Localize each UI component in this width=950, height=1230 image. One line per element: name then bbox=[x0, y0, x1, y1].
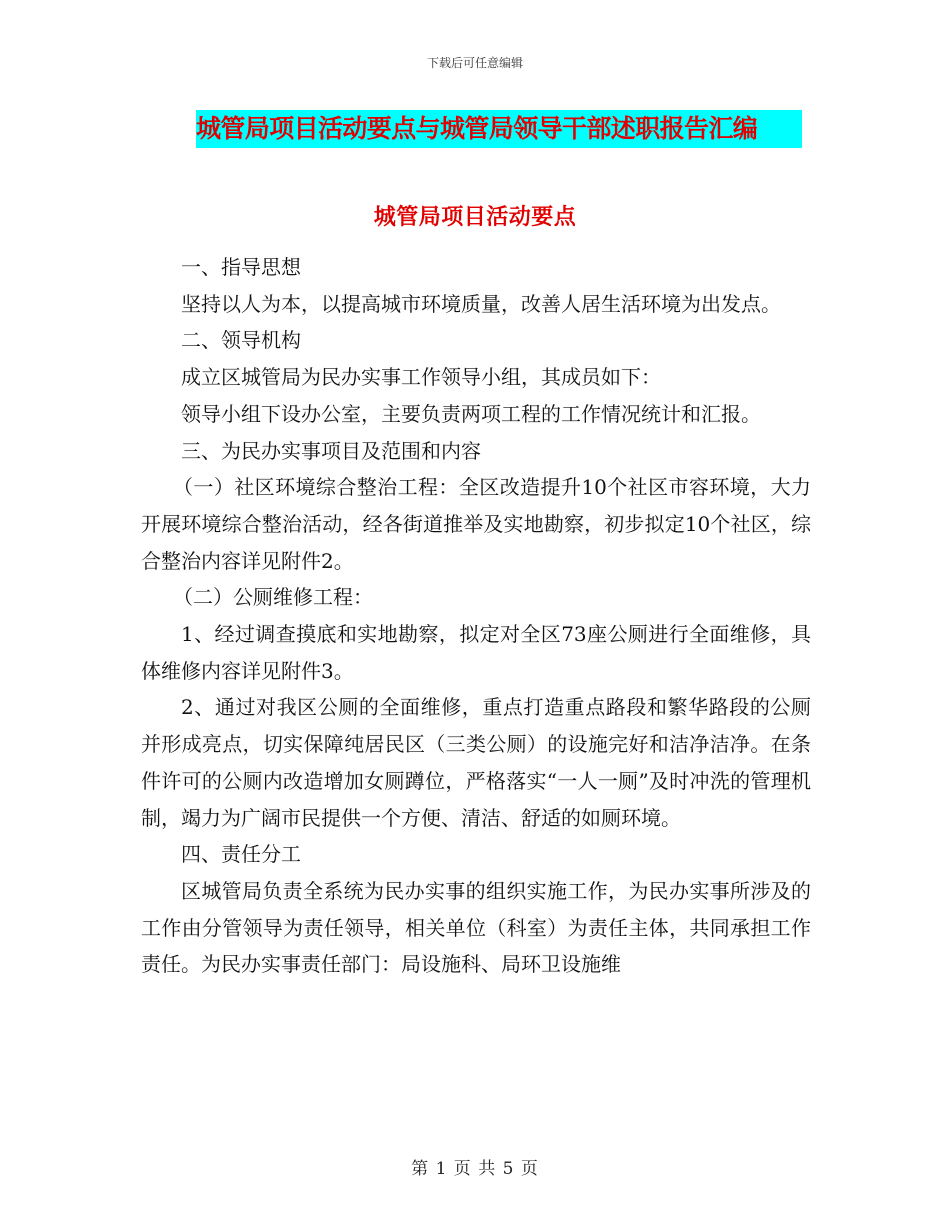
paragraph-toilet-item-2: 2、通过对我区公厕的全面维修，重点打造重点路段和繁华路段的公厕并形成亮点，切实保障纯居民区（三类公厕）的设施完好和洁净洁净。在条件许可的公厕内改造增加女厕蹲位，严格落实“一人一厕”及时冲洗的管理机制，竭力为广阔市民提供一个方便、清洁、舒适的如厕环境。 bbox=[141, 695, 811, 830]
main-title: 城管局项目活动要点与城管局领导干部述职报告汇编 bbox=[196, 114, 758, 143]
page-number-footer: 第 1 页 共 5 页 bbox=[411, 1159, 539, 1179]
header-note: 下载后可任意编辑 bbox=[426, 56, 523, 70]
paragraph-guiding-ideology: 坚持以人为本，以提高城市环境质量，改善人居生活环境为出发点。 bbox=[181, 291, 781, 316]
paragraph-community-project: （一）社区环境综合整治工程：全区改造提升10个社区市容环境，大力开展环境综合整治活动，经各街道推举及实地勘察，初步拟定10个社区，综合整治内容详见附件2。 bbox=[141, 475, 811, 573]
heading-responsibility: 四、责任分工 bbox=[181, 842, 301, 867]
heading-toilet-project: （二）公厕维修工程： bbox=[173, 585, 373, 610]
paragraph-leadership-office: 领导小组下设办公室，主要负责两项工程的工作情况统计和汇报。 bbox=[181, 401, 761, 426]
heading-guiding-ideology: 一、指导思想 bbox=[181, 255, 301, 279]
main-title-highlight bbox=[196, 110, 802, 148]
heading-projects: 三、为民办实事项目及范围和内容 bbox=[181, 438, 481, 463]
paragraph-toilet-item-1: 1、经过调查摸底和实地勘察，拟定对全区73座公厕进行全面维修，具体维修内容详见附件3。 bbox=[141, 622, 811, 683]
heading-leadership: 二、领导机构 bbox=[181, 328, 301, 353]
paragraph-responsibility: 区城管局负责全系统为民办实事的组织实施工作，为民办实事所涉及的工作由分管领导为责任领导，相关单位（科室）为责任主体，共同承担工作责任。为民办实事责任部门：局设施科、局环卫设施维 bbox=[141, 878, 811, 977]
paragraph-leadership-group: 成立区城管局为民办实事工作领导小组，其成员如下： bbox=[181, 365, 661, 390]
document-body bbox=[141, 249, 811, 983]
section-title: 城管局项目活动要点 bbox=[373, 205, 577, 230]
